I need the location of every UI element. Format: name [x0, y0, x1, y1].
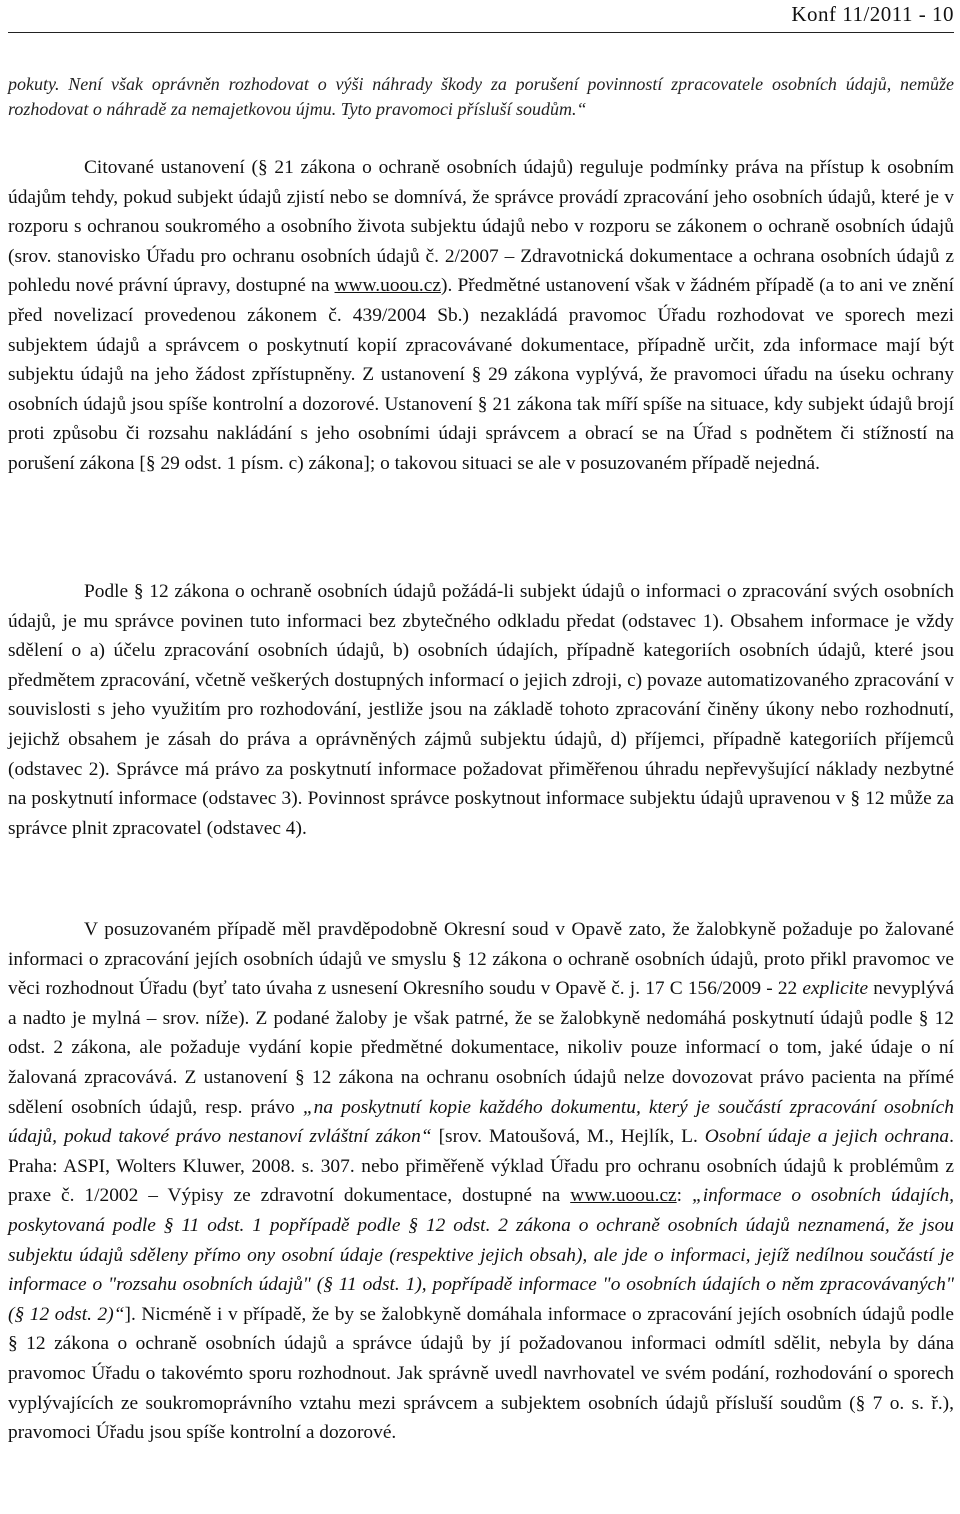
paragraph-3-text-b: nevyplývá a nadto je mylná – srov. níže). Z podané žaloby je však patrné, že se žalobkyně nedomáhá poskytnutí údajů podle § 12 odst. 2 zákona, ale požaduje vydání kopie předmětné dokumentace, nikoliv pouze informací o tom, jaké údaje o ní žalovaná zpracovává. Z ustanovení § 12 zákona na ochranu osobních údajů nelze dovozovat právo pacienta na přímé sdělení osobních údajů, resp. právo: [8, 978, 954, 1118]
document-page: [8, 0, 954, 1514]
paragraph-3-text-f: ]. Nicméně i v případě, že by se žalobkyně domáhala informace o zpracování jejích osobních údajů podle § 12 zákona o ochraně osobních údajů a správce údajů by jí požadovanou informaci odmítl sdělit, nebyla by dána pravomoc Úřadu o takovémto sporu rozhodnout. Jak správně uvedl navrhovatel ve svém podání, rozhodování o sporech vyplývajících ze soukromoprávního vztahu mezi správcem a subjektem osobních údajů přísluší soudům (§ 7 o. s. ř.), pravomoci Úřadu jsou spíše kontrolní a dozorové.: [8, 1303, 954, 1444]
running-header: Konf 11/2011 - 10: [791, 2, 954, 26]
paragraph-3-text-d: . Praha: ASPI, Wolters Kluwer, 2008. s. 307. nebo přiměřeně výklad Úřadu pro ochranu osobních údajů k problémům z praxe č. 1/2002 – Výpisy ze zdravotní dokumentace, dostupné na: [8, 1126, 954, 1207]
paragraph-1-text-a: Citované ustanovení (§ 21 zákona o ochraně osobních údajů) reguluje podmínky práva na přístup k osobním údajům tehdy, pokud subjekt údajů zjistí nebo se domnívá, že správce provádí zpracování jeho osobních údajů, které je v rozporu s ochranou soukromého a osobního života subjektu údajů nebo v rozporu se zákonem o ochraně osobních údajů (srov. stanovisko Úřadu pro ochranu osobních údajů č. 2/2007 – Zdravotnická dokumentace a ochrana osobních údajů z pohledu nové právní úpravy, dostupné na: [8, 157, 954, 297]
uoou-link-2[interactable]: www.uoou.cz: [570, 1185, 677, 1207]
paragraph-3-italic-book-title: Osobní údaje a jejich ochrana: [704, 1126, 950, 1148]
paragraph-3-text-c: [srov. Matoušová, M., Hejlík, L.: [431, 1126, 705, 1148]
quoted-intro-text: pokuty. Není však oprávněn rozhodovat o výši náhrady škody za porušení povinností zpracovatele osobních údajů, nemůže rozhodovat o náhradě za nemajetkovou újmu. Tyto pravomoci přísluší soudům.“: [8, 74, 954, 119]
header-rule: [8, 32, 954, 33]
paragraph-3: [8, 915, 954, 1448]
paragraph-2: Podle § 12 zákona o ochraně osobních údajů požádá-li subjekt údajů o informaci o zpracování svých osobních údajů, je mu správce povinen tuto informaci bez zbytečného odkladu předat (odstavec 1). Obsahem informace je vždy sdělení o a) účelu zpracování osobních údajů, b) osobních údajích, případně kategoriích osobních údajů, které jsou předmětem zpracování, včetně veškerých dostupných informací o jejich zdroji, c) povaze automatizovaného zpracování v souvislosti s jeho využitím pro rozhodování, jestliže jsou na základě tohoto zpracování činěny úkony nebo rozhodnutí, jejichž obsahem je zásah do práva a oprávněných zájmů subjektu údajů, d) příjemci, případně kategoriích příjemců (odstavec 2). Správce má právo za poskytnutí informace požadovat přiměřenou úhradu nepřevyšující náklady nezbytné na poskytnutí informace (odstavec 3). Povinnost správce poskytnout informace subjektu údajů upravenou v § 12 může za správce plnit zpracovatel (odstavec 4).: [8, 581, 954, 839]
paragraph-3-italic-citation: „informace o osobních údajích, poskytovaná podle § 11 odst. 1 popřípadě podle § 12 odst. 2 zákona o ochraně osobních údajů neznamená, že jsou subjektu údajů sděleny přímo ony osobní údaje (respektive jejich obsah), ale jde o informaci, jejíž nedílnou součástí je informace o "rozsahu osobních údajů" (§ 11 odst. 1), popřípadě informace "o osobních údajích o něm zpracovávaných" (§ 12 odst. 2)“: [8, 1185, 954, 1325]
uoou-link[interactable]: www.uoou.cz: [334, 275, 441, 297]
paragraph-1-text-b: ). Předmětné ustanovení však v žádném případě (a to ani ve znění před novelizací provedenou zákonem č. 439/2004 Sb.) nezakládá pravomoc Úřadu rozhodovat ve sporech mezi subjektem údajů a správcem o poskytnutí kopií zpracovávané dokumentace, případně určit, zda informace mají být subjektu údajů na jeho žádost zpřístupněny. Z ustanovení § 29 zákona vyplývá, že pravomoci úřadu na úseku ochrany osobních údajů jsou spíše kontrolní a dozorové. Ustanovení § 21 zákona tak míří spíše na situace, kdy subjekt údajů brojí proti způsobu či rozsahu nakládání s jeho osobními údaji správcem a obrací se na Úřad s podnětem či stížností na porušení zákona [§ 29 odst. 1 písm. c) zákona]; o takovou situaci se ale v posuzovaném případě nejedná.: [8, 275, 954, 474]
paragraph-3-italic-explicite: explicite: [802, 978, 869, 1000]
paragraph-3-text-e: :: [676, 1185, 693, 1207]
paragraph-1: [8, 153, 954, 479]
paragraph-3-text-a: V posuzovaném případě měl pravděpodobně Okresní soud v Opavě zato, že žalobkyně požaduje po žalované informaci o zpracování jejích osobních údajů ve smyslu § 12 zákona o ochraně osobních údajů, proto přikl pravomoc ve věci rozhodnout Úřadu (byť tato úvaha z usnesení Okresního soudu v Opavě č. j. 17 C 156/2009 - 22: [8, 919, 954, 1000]
paragraph-3-italic-quote: „na poskytnutí kopie každého dokumentu, který je součástí zpracování osobních údajů, pokud takové právo nestanoví zvláštní zákon“: [8, 1096, 954, 1148]
